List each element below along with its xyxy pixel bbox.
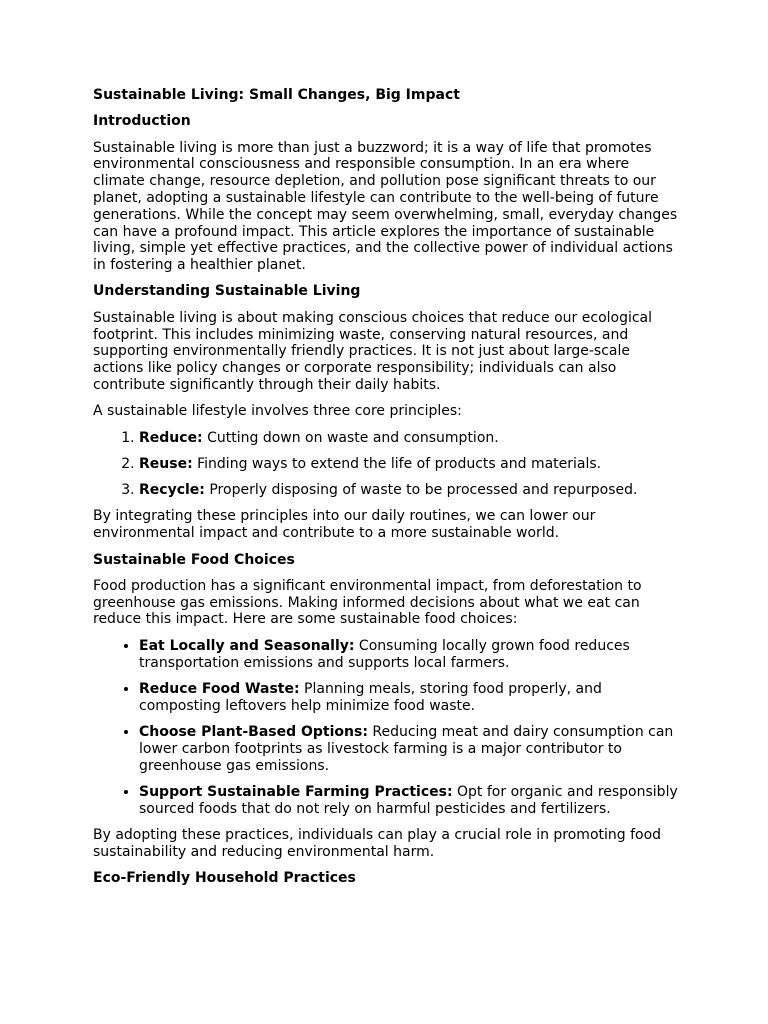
list-item xyxy=(139,482,683,499)
principle-term: Reduce: xyxy=(139,429,203,446)
food-text: Planning meals, storing food properly, and composting leftovers help minimize food waste. xyxy=(139,680,602,714)
list-item xyxy=(139,456,683,473)
introduction-heading: Introduction xyxy=(93,113,191,130)
list-item xyxy=(139,681,683,715)
principles-intro: A sustainable lifestyle involves three core principles: xyxy=(93,403,462,420)
household-heading: Eco-Friendly Household Practices xyxy=(93,869,356,886)
introduction-paragraph: Sustainable living is more than just a buzzword; it is a way of life that promotes environmental consciousness and responsible consumption. In an era where climate change, resource depletion, and pollution pose significant threats to our planet, adopting a sustainable lifestyle can contribute to the well-being of future generations. While the concept may seem overwhelming, small, everyday changes can have a profound impact. This article explores the importance of sustainable living, simple yet effective practices, and the collective power of individual actions in fostering a healthier planet. xyxy=(93,139,678,274)
principle-text: Finding ways to extend the life of products and materials. xyxy=(192,455,602,472)
food-term: Eat Locally and Seasonally: xyxy=(139,637,355,654)
food-closing: By adopting these practices, individuals can play a crucial role in promoting food sustainability and reducing environmental harm. xyxy=(93,826,662,860)
understanding-closing: By integrating these principles into our daily routines, we can lower our environmental impact and contribute to a more sustainable world. xyxy=(93,508,596,542)
food-term: Support Sustainable Farming Practices: xyxy=(139,783,453,800)
principle-text: Cutting down on waste and consumption. xyxy=(202,429,499,446)
food-text: Reducing meat and dairy consumption can lower carbon footprints as livestock farming is a major contributor to greenhouse gas emissions. xyxy=(139,723,674,774)
food-term: Choose Plant-Based Options: xyxy=(139,723,368,740)
food-term: Reduce Food Waste: xyxy=(139,680,300,697)
list-item xyxy=(139,430,683,447)
list-item xyxy=(139,638,683,672)
principle-term: Reuse: xyxy=(139,455,193,472)
food-paragraph: Food production has a significant environmental impact, from deforestation to greenhouse gas emissions. Making informed decisions about what we eat can reduce this impact. Here are some sustainable food choices: xyxy=(93,577,642,628)
list-item xyxy=(139,724,683,774)
food-text: Opt for organic and responsibly sourced foods that do not rely on harmful pesticides and fertilizers. xyxy=(139,783,678,817)
principle-term: Recycle: xyxy=(139,482,205,499)
document-title: Sustainable Living: Small Changes, Big Impact xyxy=(93,87,460,103)
principles-list xyxy=(93,430,683,499)
food-heading: Sustainable Food Choices xyxy=(93,551,295,568)
understanding-heading: Understanding Sustainable Living xyxy=(93,283,361,300)
food-choices-list xyxy=(93,638,683,818)
document-page xyxy=(93,87,683,896)
food-text: Consuming locally grown food reduces transportation emissions and supports local farmers. xyxy=(139,637,630,671)
understanding-paragraph: Sustainable living is about making conscious choices that reduce our ecological footprint. This includes minimizing waste, conserving natural resources, and supporting environmentally friendly practices. It is not just about large-scale actions like policy changes or corporate responsibility; individuals can also contribute significantly through their daily habits. xyxy=(93,309,653,393)
principle-text: Properly disposing of waste to be processed and repurposed. xyxy=(204,482,638,499)
list-item xyxy=(139,784,683,818)
